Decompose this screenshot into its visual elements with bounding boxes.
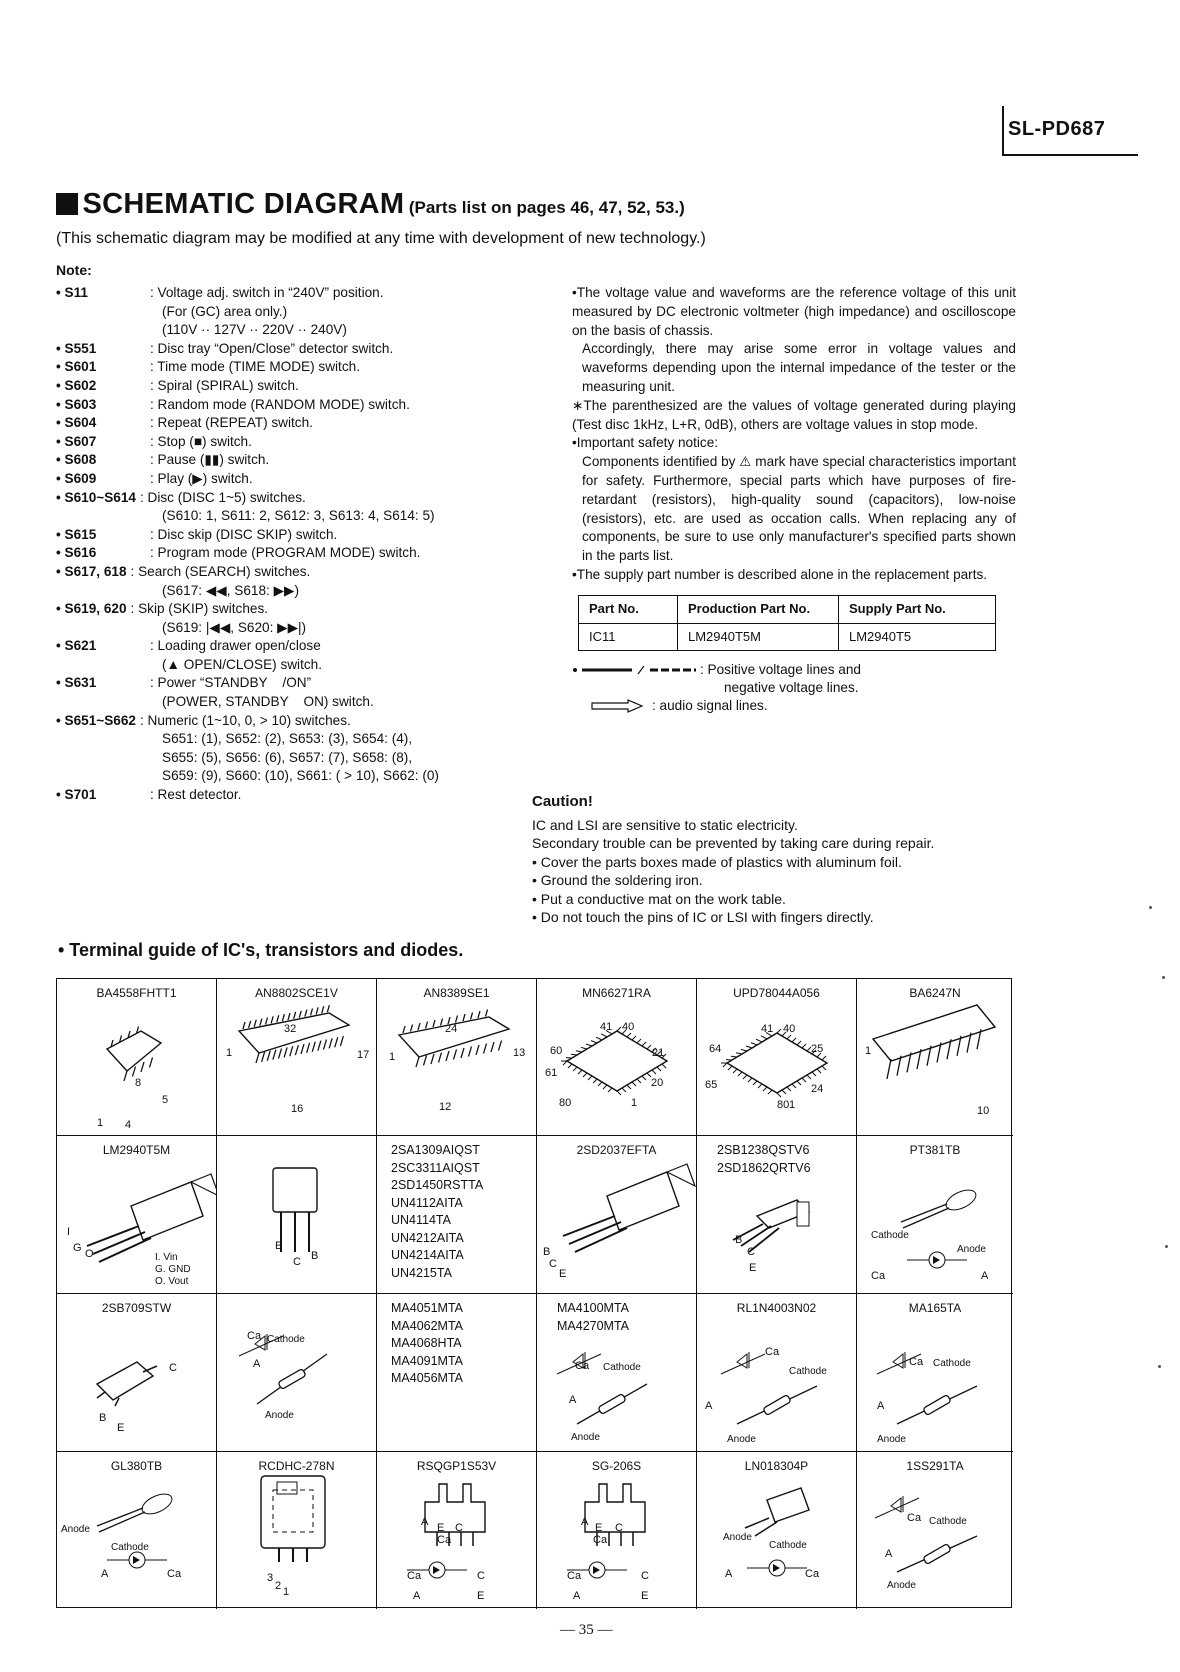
pin-label: 80 [777, 1099, 790, 1111]
caution-line: • Do not touch the pins of IC or LSI with fingers directly. [532, 909, 874, 925]
pin-label: 10 [977, 1105, 990, 1117]
pin-label: 1 [865, 1045, 872, 1057]
terminal-cell [377, 1294, 537, 1452]
component-drawing [57, 979, 217, 1136]
switch-description: : Play (▶) switch. [150, 470, 253, 486]
pin-label: A [421, 1516, 429, 1528]
switch-row [56, 489, 536, 508]
pin-label: E [559, 1268, 567, 1280]
supply-note: •The supply part number is described alone in the replacement parts. [572, 566, 988, 582]
component-part-number: SG-206S [591, 1459, 642, 1473]
component-drawing [217, 1452, 377, 1609]
terminal-cell [857, 1294, 1013, 1452]
pin-label: C [455, 1522, 463, 1534]
switch-row [56, 451, 536, 470]
switch-row [56, 377, 536, 396]
pin-label: 21 [652, 1047, 665, 1059]
switch-row [56, 786, 536, 805]
pin-label: 12 [439, 1101, 452, 1113]
pin-label: 32 [284, 1023, 297, 1035]
pin-label: A [413, 1590, 421, 1602]
switch-description: : Random mode (RANDOM MODE) switch. [150, 396, 410, 412]
switch-code: • S608 [56, 452, 97, 468]
pin-label: E [749, 1262, 757, 1274]
switch-row [56, 433, 536, 452]
terminal-cell [537, 1136, 697, 1294]
switch-code: • S651~S662 [56, 712, 136, 728]
parts-table [578, 595, 996, 652]
switch-description-continued: (S619: |◀◀, S620: ▶▶|) [162, 619, 307, 635]
caution-line: • Put a conductive mat on the work table. [532, 890, 786, 907]
audio-arrow-icon [590, 699, 644, 713]
safety-text: Components identified by ⚠ mark have special characteristics important for safety. Furthermore, special parts which have purposes of fire-retardant (resistors), high-quality sound (capacitors), low-noise (resistors), etc. are used as occation calls. When replacing any of components, be sure to use only manufacturer's specified parts shown in the parts list. [582, 454, 1016, 564]
caution-heading: Caution! [532, 793, 593, 810]
component-part-number: LN018304P [744, 1459, 809, 1473]
pin-label: A [253, 1358, 261, 1370]
pin-label: O. Vout [155, 1276, 189, 1287]
component-part-number: MA4051MTA MA4062MTA MA4068HTA MA4091MTA MA4056MTA [391, 1301, 464, 1385]
scan-speck [1158, 1365, 1161, 1368]
pin-label: C [477, 1570, 485, 1582]
component-drawing [217, 1294, 377, 1452]
pin-label: Anode [61, 1524, 90, 1535]
pin-label: A [981, 1270, 989, 1282]
switch-description: : Numeric (1~10, 0, > 10) switches. [139, 712, 351, 728]
terminal-cell [697, 1136, 857, 1294]
component-part-number: RL1N4003N02 [736, 1301, 817, 1315]
pin-label: Cathode [933, 1358, 971, 1369]
switch-description-continued: S655: (5), S656: (6), S657: (7), S658: (8), [162, 749, 413, 765]
component-part-number: AN8389SE1 [423, 986, 490, 1000]
switch-description: : Stop (■) switch. [150, 433, 252, 449]
terminal-cell [697, 1452, 857, 1609]
switch-code: • S631 [56, 675, 97, 691]
pin-label: Ca [907, 1512, 922, 1524]
pin-label: C [747, 1246, 755, 1258]
switch-description-continued: (S617: ◀◀, S618: ▶▶) [162, 582, 300, 598]
pin-label: A [581, 1516, 589, 1528]
terminal-cell [217, 979, 377, 1136]
switch-description: : Skip (SKIP) switches. [130, 601, 269, 617]
switch-description: : Search (SEARCH) switches. [130, 563, 311, 579]
component-drawing [537, 979, 697, 1136]
pin-label: 60 [550, 1045, 563, 1057]
pin-label: Cathode [111, 1542, 149, 1553]
switch-description-continued: S651: (1), S652: (2), S653: (3), S654: (4), [162, 731, 413, 747]
pin-label: Ca [909, 1356, 924, 1368]
pin-label: C [615, 1522, 623, 1534]
caution-line: • Cover the parts boxes made of plastics with aluminum foil. [532, 853, 902, 870]
pin-label: Anode [887, 1580, 916, 1591]
caution-block [532, 792, 1012, 927]
terminal-cell [537, 1452, 697, 1609]
switch-row [56, 340, 536, 359]
switch-code: • S609 [56, 470, 97, 486]
parts-table-cell: IC11 [579, 623, 678, 651]
legend-audio-text: : audio signal lines. [652, 698, 768, 714]
title-row [56, 188, 685, 221]
voltage-line-icon [572, 665, 696, 675]
switch-description: : Repeat (REPEAT) switch. [150, 415, 313, 431]
caution-line: Secondary trouble can be prevented by taking care during repair. [532, 835, 935, 851]
pin-label: 1 [97, 1117, 104, 1129]
pin-label: 25 [811, 1043, 824, 1055]
terminal-cell [57, 1136, 217, 1294]
component-drawing [857, 979, 1013, 1136]
switch-row [56, 470, 536, 489]
switch-row [56, 396, 536, 415]
switch-code: • S602 [56, 377, 97, 393]
switch-description: : Voltage adj. switch in “240V” position. [150, 285, 384, 300]
switch-description-continued: (S610: 1, S611: 2, S612: 3, S613: 4, S614: 5) [162, 508, 435, 524]
switch-row [56, 674, 536, 693]
pin-label: A [569, 1394, 577, 1406]
pin-label: Ca [805, 1568, 820, 1580]
pin-label: Cathode [267, 1334, 305, 1345]
voltage-note: •The voltage value and waveforms are the reference voltage of this unit measured by DC electronic voltmeter (high impedance) and oscilloscope on the basis of chassis. [572, 285, 1016, 338]
terminal-cell [377, 979, 537, 1136]
pin-label: Cathode [871, 1230, 909, 1241]
notes-right-column [572, 284, 1016, 715]
component-part-number: 2SA1309AIQST 2SC3311AIQST 2SD1450RSTTA UN4112AITA UN4114TA UN4212AITA UN4214AITA UN4215TA [391, 1143, 484, 1280]
switch-description: : Disc skip (DISC SKIP) switch. [150, 526, 338, 542]
pin-label: 1 [789, 1099, 796, 1111]
switch-code: • S604 [56, 415, 97, 431]
switch-description: : Disc (DISC 1~5) switches. [139, 489, 306, 505]
pin-label: 64 [709, 1043, 722, 1055]
switch-code: • S619, 620 [56, 601, 127, 617]
pin-label: C [641, 1570, 649, 1582]
pin-label: A [877, 1400, 885, 1412]
terminal-cell [697, 979, 857, 1136]
pin-label: 1 [631, 1097, 638, 1109]
model-underline [1002, 154, 1138, 156]
component-part-number: RSQGP1S53V [416, 1459, 497, 1473]
terminal-cell [537, 1294, 697, 1452]
pin-label: 40 [783, 1023, 796, 1035]
pin-label: 8 [135, 1077, 142, 1089]
component-drawing [217, 1136, 377, 1294]
component-part-number: 1SS291TA [906, 1459, 964, 1473]
pin-label: 2 [275, 1580, 282, 1592]
parts-table-header: Part No. [579, 595, 678, 623]
title-square-icon [56, 193, 78, 215]
switch-description: : Power “STANDBY /ON” [150, 675, 312, 691]
pin-label: Ca [247, 1330, 262, 1342]
pin-label: 41 [761, 1023, 774, 1035]
pin-label: I [67, 1226, 71, 1238]
switch-row [56, 563, 536, 582]
switch-list [56, 284, 536, 805]
pin-label: C [293, 1256, 301, 1268]
switch-row [56, 526, 536, 545]
switch-row [56, 600, 536, 619]
switch-description: : Spiral (SPIRAL) switch. [150, 377, 299, 393]
pin-label: 1 [226, 1047, 233, 1059]
component-drawing [57, 1136, 217, 1294]
safety-heading: •Important safety notice: [572, 435, 719, 451]
parts-list-reference: (Parts list on pages 46, 47, 52, 53.) [408, 198, 685, 217]
caution-line: IC and LSI are sensitive to static electricity. [532, 816, 798, 833]
switch-code: • S621 [56, 638, 97, 654]
terminal-cell [377, 1452, 537, 1609]
pin-label: I. Vin [155, 1252, 178, 1263]
switch-description-continued: S659: (9), S660: (10), S661: ( > 10), S662: (0) [162, 768, 439, 784]
switch-code: • S701 [56, 787, 97, 803]
terminal-cell [57, 979, 217, 1136]
pin-label: Ca [407, 1570, 422, 1582]
switch-row [56, 712, 536, 731]
page-title: SCHEMATIC DIAGRAM [82, 188, 405, 220]
switch-description: : Program mode (PROGRAM MODE) switch. [150, 545, 421, 561]
pin-label: C [549, 1258, 557, 1270]
pin-label: 24 [445, 1023, 458, 1035]
pin-label: A [573, 1590, 581, 1602]
legend-voltage-text-2: negative voltage lines. [724, 680, 859, 696]
pin-label: Cathode [603, 1362, 641, 1373]
switch-code: • S610~S614 [56, 489, 136, 505]
switch-row [56, 284, 536, 303]
pin-label: 17 [357, 1049, 370, 1061]
pin-label: 80 [559, 1097, 572, 1109]
line-legend [572, 661, 1016, 715]
pin-label: B [735, 1234, 743, 1246]
terminal-cell [537, 979, 697, 1136]
component-part-number: GL380TB [110, 1459, 163, 1473]
pin-label: E [275, 1240, 283, 1252]
switch-description: : Disc tray “Open/Close” detector switch. [150, 340, 394, 356]
parts-table-cell: LM2940T5 [839, 623, 996, 651]
terminal-guide-grid [56, 978, 1012, 1608]
scan-speck [1149, 906, 1152, 909]
pin-label: Ca [575, 1360, 590, 1372]
terminal-cell [217, 1452, 377, 1609]
pin-label: A [705, 1400, 713, 1412]
pin-label: Ca [167, 1568, 182, 1580]
terminal-guide-heading: • Terminal guide of IC's, transistors and diodes. [58, 940, 464, 960]
component-drawing [697, 979, 857, 1136]
pin-label: 24 [811, 1083, 824, 1095]
pin-label: Anode [723, 1532, 752, 1543]
pin-label: Ca [765, 1346, 780, 1358]
component-part-number: BA6247N [909, 986, 961, 1000]
terminal-cell [57, 1294, 217, 1452]
pin-label: 13 [513, 1047, 526, 1059]
parts-table-header: Supply Part No. [839, 595, 996, 623]
page-number: — 35 — [560, 1622, 613, 1638]
parts-table-header: Production Part No. [678, 595, 839, 623]
terminal-cell [697, 1294, 857, 1452]
scan-speck [1165, 1245, 1168, 1248]
pin-label: A [101, 1568, 109, 1580]
switch-description: : Rest detector. [150, 787, 242, 803]
accordingly-note: Accordingly, there may arise some error in voltage values and waveforms depending upon the internal impedance of the tester or the measuring unit. [582, 341, 1016, 394]
component-part-number: PT381TB [909, 1143, 961, 1157]
switch-code: • S601 [56, 359, 97, 375]
switch-code: • S603 [56, 396, 97, 412]
switch-code: • S607 [56, 433, 97, 449]
pin-label: Ca [567, 1570, 582, 1582]
pin-label: 4 [125, 1119, 132, 1131]
pin-label: Cathode [929, 1516, 967, 1527]
component-part-number: MA4100MTA MA4270MTA [557, 1301, 630, 1333]
pin-label: B [543, 1246, 551, 1258]
pin-label: G. GND [155, 1264, 191, 1275]
component-part-number: 2SB709STW [101, 1301, 172, 1315]
pin-label: Cathode [789, 1366, 827, 1377]
terminal-cell [857, 1452, 1013, 1609]
terminal-cell [377, 1136, 537, 1294]
pin-label: Anode [265, 1410, 294, 1421]
pin-label: C [169, 1362, 177, 1374]
switch-code: • S615 [56, 526, 97, 542]
switch-description-continued: (▲ OPEN/CLOSE) switch. [162, 656, 322, 672]
modification-note: (This schematic diagram may be modified at any time with development of new technology.) [56, 230, 706, 247]
pin-label: Ca [437, 1534, 452, 1546]
pin-label: E [595, 1522, 603, 1534]
pin-label: G [73, 1242, 82, 1254]
switch-description: : Loading drawer open/close [150, 638, 321, 654]
pin-label: 65 [705, 1079, 718, 1091]
scan-speck [1162, 976, 1165, 979]
switch-description-continued: (For (GC) area only.) [162, 303, 288, 319]
switch-row [56, 637, 536, 656]
terminal-cell [57, 1452, 217, 1609]
pin-label: E [437, 1522, 445, 1534]
component-part-number: MN66271RA [582, 986, 651, 1000]
pin-label: Anode [571, 1432, 600, 1443]
switch-code: • S617, 618 [56, 563, 127, 579]
pin-label: 20 [651, 1077, 664, 1089]
terminal-cell [217, 1136, 377, 1294]
pin-label: 61 [545, 1067, 558, 1079]
pin-label: E [117, 1422, 125, 1434]
component-drawing [697, 1294, 857, 1452]
component-drawing [57, 1294, 217, 1452]
pin-label: 41 [600, 1021, 613, 1033]
pin-label: Anode [957, 1244, 986, 1255]
component-part-number: MA165TA [908, 1301, 962, 1315]
component-part-number: UPD78044A056 [733, 986, 820, 1000]
parenthesized-note: ∗The parenthesized are the values of voltage generated during playing (Test disc 1kHz, L+R, 0dB), others are voltage values in stop mode. [572, 397, 1016, 432]
pin-label: E [641, 1590, 649, 1602]
component-drawing [697, 1452, 857, 1609]
switch-description-continued: (110V ·· 127V ·· 220V ·· 240V) [162, 322, 347, 338]
component-part-number: RCDHC-278N [258, 1459, 335, 1473]
parts-table-cell: LM2940T5M [678, 623, 839, 651]
component-part-number: AN8802SCE1V [255, 986, 338, 1000]
pin-label: O [85, 1248, 94, 1260]
pin-label: Anode [727, 1434, 756, 1445]
pin-label: 5 [162, 1094, 169, 1106]
switch-row [56, 414, 536, 433]
pin-label: Anode [877, 1434, 906, 1445]
terminal-cell [857, 1136, 1013, 1294]
component-part-number: 2SD2037EFTA [576, 1143, 657, 1157]
pin-label: E [477, 1590, 485, 1602]
pin-label: A [725, 1568, 733, 1580]
component-part-number: BA4558FHTT1 [96, 986, 177, 1000]
pin-label: Ca [871, 1270, 886, 1282]
component-drawing [857, 1294, 1013, 1452]
pin-label: 16 [291, 1103, 304, 1115]
note-heading: Note: [56, 262, 92, 278]
pin-label: B [99, 1412, 107, 1424]
switch-row [56, 544, 536, 563]
switch-description-continued: (POWER, STANDBY ON) switch. [162, 694, 374, 710]
switch-code: • S11 [56, 285, 88, 300]
terminal-cell [857, 979, 1013, 1136]
pin-label: 1 [389, 1051, 396, 1063]
terminal-cell [217, 1294, 377, 1452]
switch-code: • S616 [56, 545, 97, 561]
component-part-number: 2SB1238QSTV6 2SD1862QRTV6 [717, 1143, 811, 1175]
pin-label: 3 [267, 1572, 274, 1584]
switch-description: : Pause (▮▮) switch. [150, 452, 270, 468]
caution-line: • Ground the soldering iron. [532, 872, 703, 888]
legend-voltage-text: : Positive voltage lines and [700, 662, 861, 678]
pin-label: A [885, 1548, 893, 1560]
component-part-number: LM2940T5M [102, 1143, 171, 1157]
switch-row [56, 358, 536, 377]
component-drawing [857, 1452, 1013, 1609]
pin-label: B [311, 1250, 319, 1262]
pin-label: 1 [283, 1586, 290, 1598]
pin-label: Cathode [769, 1540, 807, 1551]
pin-label: Ca [593, 1534, 608, 1546]
switch-description: : Time mode (TIME MODE) switch. [150, 359, 360, 375]
pin-label: 40 [622, 1021, 635, 1033]
model-frame-bar [1002, 106, 1004, 154]
model-number: SL-PD687 [1008, 118, 1106, 140]
switch-code: • S551 [56, 340, 97, 356]
